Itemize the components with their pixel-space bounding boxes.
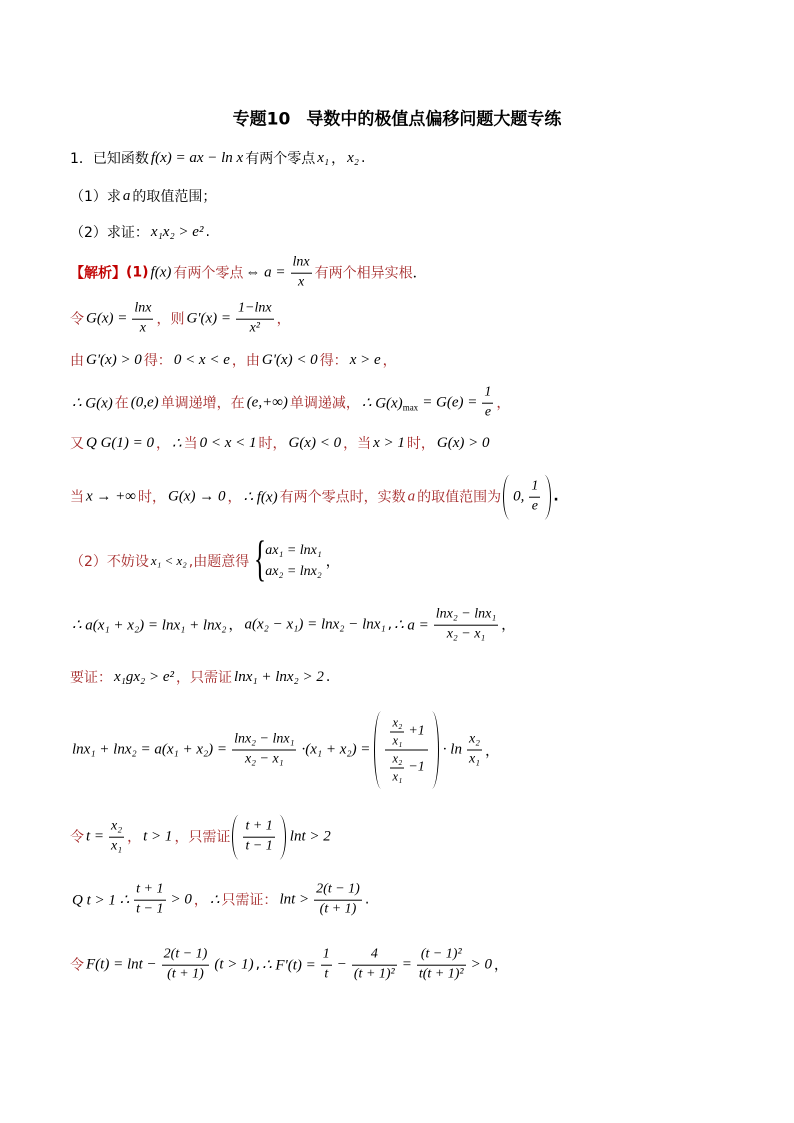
fraction	[467, 732, 482, 769]
math-expression: Q G(1) = 0	[86, 434, 155, 451]
interval-expression	[503, 475, 551, 520]
fraction-numerator: x₂	[109, 819, 124, 838]
fraction-denominator: x₁	[392, 769, 403, 784]
math-expression: G(x) =	[86, 310, 128, 327]
text-run: 时，	[137, 490, 166, 506]
math-expression: x₁x₂ > e²	[150, 223, 204, 240]
text-run: ，	[156, 436, 171, 452]
math-expression: t > 1	[143, 828, 173, 845]
parenthesized-expression	[232, 815, 285, 860]
text-run: 当	[70, 490, 84, 506]
fraction	[134, 882, 165, 919]
solution-line-8	[70, 607, 515, 644]
text-run: ，	[127, 830, 142, 846]
fraction	[352, 947, 397, 984]
fraction-denominator: x₂ − x₁	[446, 626, 486, 642]
math-expression: x₁ < x₂	[150, 553, 187, 568]
math-expression: 0,	[513, 488, 525, 505]
math-expression: > 0	[170, 891, 192, 908]
solution-line-7	[70, 530, 340, 586]
fraction-numerator: 1	[321, 947, 332, 966]
math-expression: lnx₁ + lnx₂ = a(x₁ + x₂) =	[72, 741, 228, 758]
fraction	[132, 301, 153, 338]
problem-part-2	[70, 222, 210, 242]
solution-line-2	[70, 301, 291, 338]
text-run: ，	[227, 490, 242, 506]
fraction-denominator: x₁	[111, 838, 123, 854]
math-expression: x₂	[347, 149, 359, 166]
text-run: 有两个零点	[173, 266, 244, 282]
solution-line-11	[70, 815, 333, 860]
text-run: ，	[501, 618, 516, 634]
problem-stem	[70, 148, 365, 168]
fraction-denominator: x²	[249, 320, 261, 336]
math-expression: G(x) > 0	[436, 434, 490, 451]
solution-line-6	[70, 475, 559, 520]
solution-line-5	[70, 433, 491, 453]
fraction-numerator: t + 1	[243, 819, 274, 838]
fraction-denominator: t − 1	[136, 901, 164, 917]
interval-content	[511, 475, 543, 520]
text-run: ,	[387, 617, 393, 633]
math-expression: x > e	[349, 351, 381, 368]
page-title	[0, 105, 794, 130]
fraction-denominator: e	[531, 498, 538, 514]
fraction-denominator: x₂ − x₁	[244, 751, 284, 767]
solution-tag: 【解析】	[70, 266, 126, 282]
math-expression: Q t > 1 ∴	[72, 892, 130, 909]
fraction-denominator: t − 1	[245, 838, 273, 854]
right-paren	[279, 815, 286, 860]
math-expression: −	[336, 956, 347, 973]
text-run: 时，	[406, 436, 435, 452]
fraction-numerator: lnx₂ − lnx₁	[434, 607, 498, 626]
fraction-numerator: 1	[482, 385, 493, 404]
fraction	[390, 752, 404, 785]
math-expression: t =	[86, 828, 105, 845]
text-run: ，只需证	[174, 830, 231, 846]
fraction-numerator: x₂	[390, 752, 404, 769]
left-brace: {	[254, 530, 267, 586]
text-run: （1）求	[70, 189, 121, 205]
text-run: ，	[276, 312, 291, 328]
text-run: (1)	[126, 265, 149, 281]
text-run: 要证：	[70, 670, 112, 686]
text-run: ,	[255, 957, 261, 973]
math-expression: ∴ a(x₁ + x₂) = lnx₁ + lnx₂	[72, 617, 227, 634]
math-expression: ∴ G(x)	[361, 395, 403, 412]
math-expression: 0 < x < 1	[199, 434, 257, 451]
math-expression: ⇔ a =	[245, 264, 286, 281]
math-expression: ∴ a =	[394, 617, 429, 634]
text-run: .	[205, 224, 210, 240]
math-expression: −1	[408, 759, 425, 775]
text-run: 1．已知函数	[70, 151, 149, 167]
equation-system	[251, 530, 324, 586]
math-expression: ∴	[172, 435, 182, 452]
text-run: 时，	[258, 436, 287, 452]
fraction	[109, 819, 124, 856]
text-run: （2）求证：	[70, 225, 149, 241]
text-run: 只需证：	[221, 893, 278, 909]
text-run: 的取值范围；	[132, 189, 217, 205]
text-run: 当	[183, 436, 198, 452]
fraction	[390, 716, 404, 749]
problem-part-1	[70, 186, 216, 206]
text-run: 由	[70, 353, 84, 369]
math-expression: +1	[408, 723, 425, 739]
fraction	[529, 479, 540, 516]
math-expression: G'(x) > 0	[86, 351, 142, 368]
math-expression: ∴ G(x)	[72, 395, 113, 412]
left-paren	[232, 815, 239, 860]
fraction-denominator: x₁	[468, 751, 481, 767]
text-run: ，	[485, 743, 500, 759]
fraction	[314, 882, 362, 919]
fraction-numerator: 1	[529, 479, 540, 498]
fraction-denominator: x	[139, 320, 147, 336]
math-expression: x → +∞	[86, 488, 136, 505]
text-run: .	[325, 669, 331, 685]
equation-list	[263, 543, 324, 580]
text-run: ，	[494, 958, 508, 974]
text-run: ，当	[343, 436, 372, 452]
title-label: 专题10	[232, 109, 291, 130]
solution-line-10	[70, 712, 499, 789]
title-text: 导数中的极值点偏移问题大题专练	[306, 109, 562, 130]
fraction-denominator	[385, 751, 427, 785]
fraction	[291, 255, 312, 292]
parenthesized-content	[240, 815, 277, 860]
text-run: ，则	[156, 312, 185, 328]
fraction-denominator: (t + 1)²	[353, 966, 395, 982]
fraction	[232, 732, 296, 769]
text-run: ，	[331, 151, 346, 167]
fraction-numerator: 1−lnx	[236, 301, 274, 320]
fraction-denominator: t(t + 1)²	[418, 966, 464, 982]
math-expression: F(t) = lnt −	[86, 956, 157, 973]
math-expression: f(x)	[150, 264, 172, 281]
math-expression: x₁gx₂ > e²	[114, 668, 175, 685]
math-expression: (e,+∞)	[246, 394, 288, 411]
text-run: .	[360, 150, 366, 166]
math-with-subscript	[362, 394, 418, 413]
left-paren	[374, 712, 381, 789]
left-paren	[503, 475, 510, 520]
fraction-numerator: (t − 1)²	[417, 947, 466, 966]
fraction-numerator	[385, 716, 427, 751]
fraction	[417, 947, 466, 984]
complex-fraction	[385, 716, 427, 785]
text-run: 有两个零点	[245, 151, 316, 167]
math-expression: · ln	[442, 741, 462, 758]
math-expression: G(x) < 0	[288, 434, 342, 451]
solution-line-13	[70, 947, 508, 984]
fraction-denominator: x₁	[392, 733, 403, 748]
math-expression: G(x) → 0	[167, 488, 226, 505]
math-expression: a(x₂ − x₁) = lnx₂ − lnx₁	[244, 616, 386, 633]
parenthesized-content	[382, 712, 430, 789]
text-run: （2）不妨设	[70, 554, 149, 570]
math-expression: a	[122, 187, 131, 204]
text-run: ，	[228, 618, 243, 634]
math-expression: a	[407, 488, 416, 505]
fraction-numerator: lnx	[132, 301, 153, 320]
fraction-numerator: lnx₂ − lnx₁	[232, 732, 296, 751]
fraction	[236, 301, 274, 338]
text-run: 有两个零点时，实数	[279, 490, 406, 506]
text-run: 得：	[143, 353, 172, 369]
text-run: 在	[114, 396, 129, 412]
math-expression: (t > 1)	[214, 956, 254, 973]
text-run: ，	[382, 353, 397, 369]
math-expression: =	[401, 956, 412, 973]
text-run: ，	[193, 893, 208, 909]
solution-line-1	[70, 255, 427, 292]
text-run: ，	[325, 554, 340, 570]
math-expression: x > 1	[373, 434, 405, 451]
math-expression: lnt >	[279, 891, 310, 908]
fraction	[482, 385, 493, 422]
equation: ax₁ = lnx₁	[265, 542, 322, 558]
solution-line-3	[70, 350, 397, 370]
text-run: ，	[496, 396, 511, 412]
solution-line-9	[70, 667, 330, 687]
text-run: ，只需证	[176, 670, 233, 686]
fraction-numerator: lnx	[291, 255, 312, 274]
math-expression: lnt > 2	[289, 828, 331, 845]
fraction-numerator: 2(t − 1)	[314, 882, 362, 901]
math-expression: f(x) = ax − ln x	[150, 149, 244, 166]
fraction-numerator: x₂	[390, 716, 404, 733]
fraction-denominator: t	[324, 966, 329, 982]
text-run: 得：	[319, 353, 348, 369]
fraction-denominator: e	[484, 404, 492, 420]
fraction-numerator: 4	[352, 947, 397, 966]
fraction	[434, 607, 498, 644]
subscript: max	[402, 402, 419, 413]
math-expression: lnx₁ + lnx₂ > 2	[234, 668, 324, 685]
math-expression: ∴	[209, 892, 220, 909]
math-expression: 0 < x < e	[173, 351, 230, 368]
parenthesized-expression	[374, 712, 438, 789]
text-run: .	[364, 892, 370, 908]
math-expression: (0,e)	[130, 394, 159, 411]
solution-line-4	[70, 385, 510, 422]
equation: ax₂ = lnx₂	[265, 563, 322, 579]
math-expression: x₁	[317, 149, 330, 166]
fraction-denominator: (t + 1)	[167, 966, 204, 982]
fraction-numerator: 2(t − 1)	[162, 947, 210, 966]
text-run: ,由题意得	[188, 554, 250, 570]
right-paren	[544, 475, 551, 520]
math-expression: G'(x) < 0	[261, 351, 318, 368]
solution-line-12	[70, 882, 369, 919]
math-expression: = G(e) =	[422, 394, 478, 411]
text-run: 有两个相异实根	[314, 266, 413, 282]
math-expression: ·(x₁ + x₂) =	[301, 741, 371, 758]
fraction-numerator: x₂	[467, 732, 482, 751]
text-run: 令	[70, 312, 84, 328]
text-run: 又	[70, 436, 84, 452]
fraction-denominator: x	[297, 274, 305, 290]
fraction	[321, 947, 332, 984]
fraction-denominator: (t + 1)	[319, 901, 357, 917]
text-run: 令	[70, 958, 84, 974]
text-run: ．	[412, 266, 427, 282]
math-expression: ∴ F'(t) =	[262, 957, 316, 974]
fraction-numerator: t + 1	[134, 882, 165, 901]
fraction	[162, 947, 210, 984]
math-expression: G'(x) =	[186, 310, 232, 327]
right-paren	[432, 712, 439, 789]
math-expression: ∴ f(x)	[243, 489, 278, 506]
text-run: ，由	[231, 353, 260, 369]
text-run: 单调递减，	[289, 396, 360, 412]
fraction	[243, 819, 274, 856]
text-run: 的取值范围为	[417, 490, 502, 506]
text-run: 令	[70, 830, 84, 846]
math-expression: > 0	[470, 956, 492, 973]
text-run: 单调递增，在	[160, 396, 245, 412]
text-run: .	[553, 489, 559, 505]
